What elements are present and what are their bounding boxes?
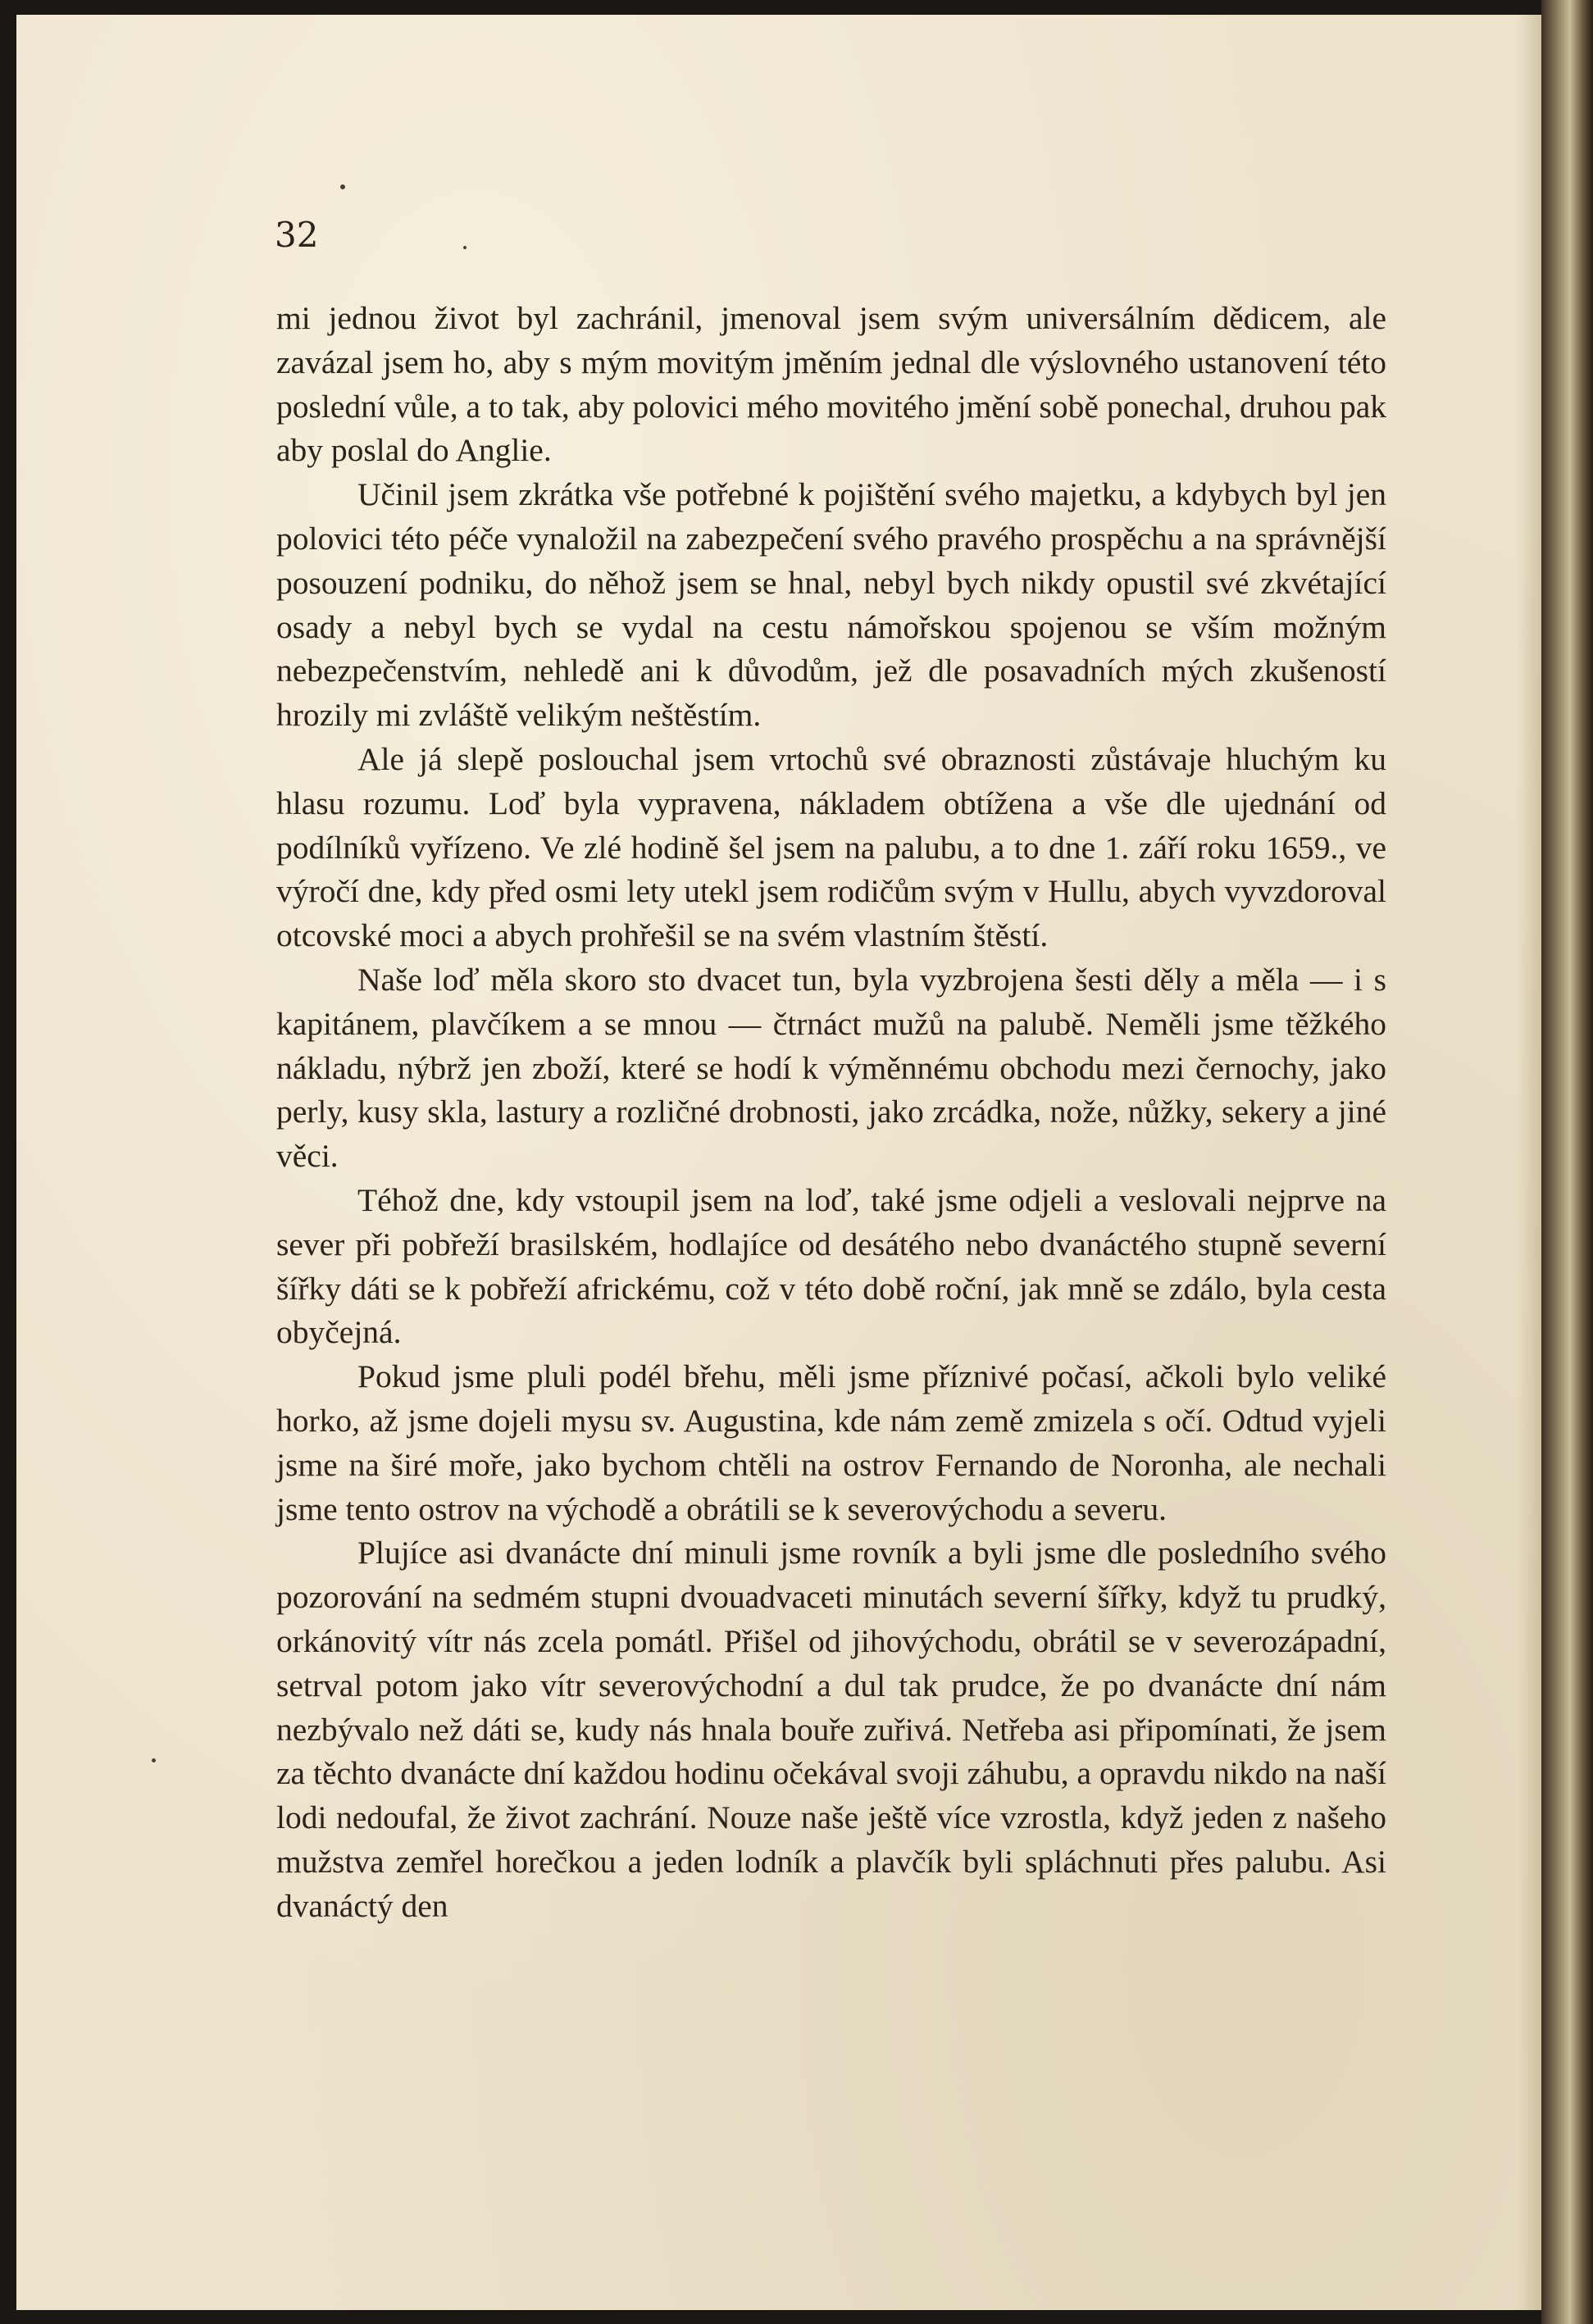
paragraph: Učinil jsem zkrátka vše potřebné k pojištění svého majetku, a kdybych byl jen polovici této péče vynaložil na zabezpečení svého pravého prospěchu a na správnější posouzení podniku, do něhož jsem se hnal, nebyl bych nikdy opustil své zkvétající osady a nebyl bych se vydal na cestu námořskou spojenou se vším možným nebezpečenstvím, nehledě ani k důvodům, jež dle posavadních mých zkušeností hrozily mi zvláště velikým neštěstím. <box>276 476 1386 734</box>
paragraph: Plujíce asi dvanácte dní minuli jsme rovník a byli jsme dle posledního svého pozorování na sedmém stupni dvouadvaceti minutách severní šířky, když tu prudký, orkánovitý vítr nás zcela pomátl. Přišel od jihovýchodu, obrátil se v severozápadní, setrval potom jako vítr severovýchodní a dul tak prudce, že po dvanácte dní nám nezbývalo než dáti se, kudy nás hnala bouře zuřivá. Netřeba asi připomínati, že jsem za těchto dvanácte dní každou hodinu očekával svoji záhubu, a opravdu nikdo na naší lodi nedoufal, že život zachrání. Nouze naše ještě více vzrostla, když jeden z našeho mužstva zemřel horečkou a jeden lodník a plavčík byli spláchnuti přes palubu. Asi dvanáctý den <box>276 1535 1386 1924</box>
print-speck <box>152 1758 156 1762</box>
paragraph: Téhož dne, kdy vstoupil jsem na loď, také jsme odjeli a veslovali nejprve na sever při pobřeží brasilském, hodlajíce od desátého nebo dvanáctého stupně severní šířky dáti se k pobřeží africkému, což v této době roční, jak mně se zdálo, byla cesta obyčejná. <box>276 1181 1386 1351</box>
body-text <box>276 297 1386 1928</box>
paragraph: Ale já slepě poslouchal jsem vrtochů své obraznosti zůstávaje hluchým ku hlasu rozumu. Loď byla vypravena, nákladem obtížena a vše dle ujednání od podílníků vyřízeno. Ve zlé hodině šel jsem na palubu, a to dne 1. září roku 1659., ve výročí dne, kdy před osmi lety utekl jsem rodičům svým v Hullu, abych vyvzdoroval otcovské moci a abych prohřešil se na svém vlastním štěstí. <box>276 740 1386 954</box>
paragraph: mi jednou život byl zachránil, jmenoval jsem svým universálním dědicem, ale zavázal jsem ho, aby s mým movitým jměním jednal dle výslovného ustanovení této poslední vůle, a to tak, aby polovici mého movitého jmění sobě ponechal, druhou pak aby poslal do Anglie. <box>276 300 1386 469</box>
paragraph: Naše loď měla skoro sto dvacet tun, byla vyzbrojena šesti děly a měla — i s kapitánem, plavčíkem a se mnou — čtrnáct mužů na palubě. Neměli jsme těžkého nákladu, nýbrž jen zboží, které se hodí k výměnnému obchodu mezi černochy, jako perly, kusy skla, lastury a rozličné drobnosti, jako zrcádka, nože, nůžky, sekery a jiné věci. <box>276 961 1386 1175</box>
book-spine <box>1541 0 1593 2324</box>
page-number: 32 <box>275 215 319 255</box>
page-gutter-shadow <box>1517 15 1545 2310</box>
print-speck <box>340 184 345 189</box>
paragraph: Pokud jsme pluli podél břehu, měli jsme příznivé počasí, ačkoli bylo veliké horko, až jsme dojeli mysu sv. Augustina, kde nám země zmizela s očí. Odtud vyjeli jsme na širé moře, jako bychom chtěli na ostrov Fernando de Noronha, ale nechali jsme tento ostrov na východě a obrátili se k severovýchodu a severu. <box>276 1358 1386 1527</box>
print-speck <box>463 246 467 249</box>
